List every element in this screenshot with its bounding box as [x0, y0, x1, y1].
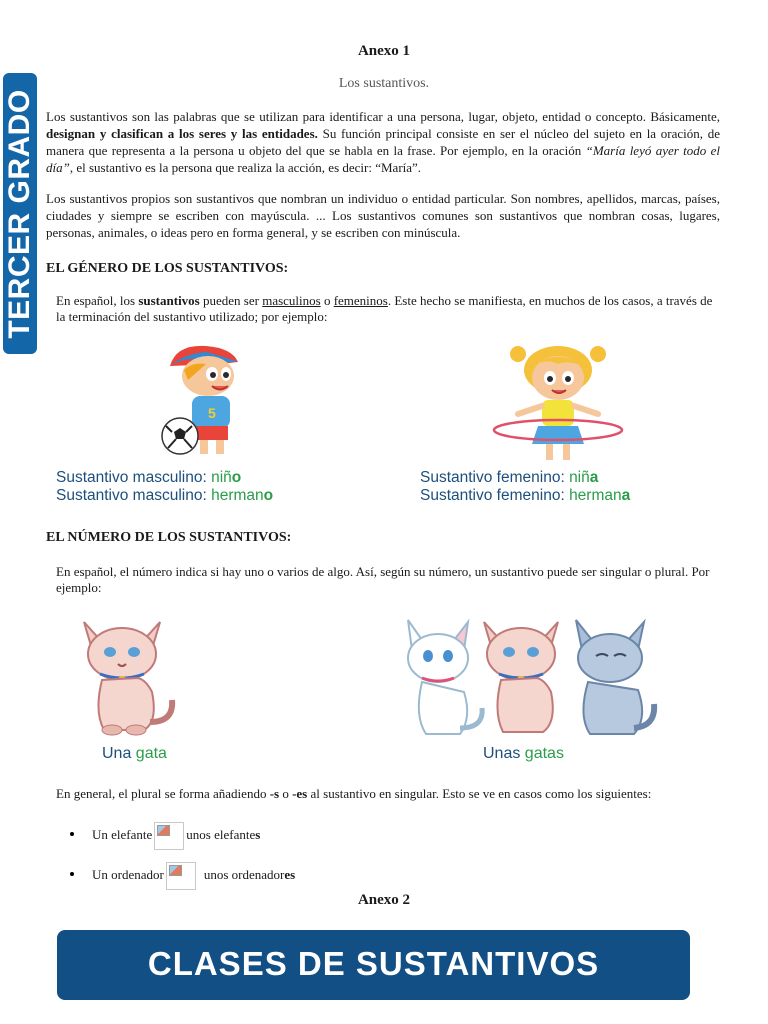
example-2-suffix: es — [284, 866, 296, 882]
intro-text-c: , el sustantivo es la persona que realiza la acción, es decir: “María”. — [69, 160, 422, 175]
numero-text: En español, el número indica si hay uno o varios de algo. Así, según su número, un sustantivo puede ser singular o plural. Por ejemplo: — [56, 564, 710, 595]
caption-f2-stem: herman — [569, 487, 622, 504]
gray-cat — [576, 620, 654, 734]
caption-sing-article: Una — [102, 745, 136, 762]
bullet-icon — [70, 832, 74, 836]
genero-t4: . Este hecho se manifiesta, en muchos de los casos, a través de la terminación del sustantivo utilizado; por ejemplo: — [56, 293, 713, 324]
caption-plur-noun: gatas — [524, 745, 564, 762]
plural-t1: En general, el plural se forma añadiendo — [56, 786, 270, 801]
list-item — [56, 822, 295, 862]
clases-banner — [57, 930, 690, 1000]
broken-image-icon — [154, 822, 184, 850]
anexo-2-title: Anexo 2 — [357, 892, 411, 908]
caption-plur-article: Unas — [483, 745, 525, 762]
intro-paragraph-1 — [46, 108, 720, 176]
caption-femenino-line-2 — [420, 487, 630, 505]
example-1-plural: unos elefante — [186, 826, 256, 842]
intro-text-a: Los sustantivos son las palabras que se utilizan para identificar a una persona, lugar, objeto, entidad o concepto. Básicamente, — [46, 109, 720, 124]
caption-m1-ending: o — [231, 469, 242, 486]
banner-title: CLASES DE SUSTANTIVOS — [147, 945, 600, 982]
plural-rule-text — [56, 786, 720, 802]
plural-suffix-s: -s — [269, 786, 280, 801]
anexo-1-title: Anexo 1 — [357, 43, 411, 59]
genero-t3: o — [320, 293, 334, 308]
intro-bold: designan y clasifican a los seres y las entidades. — [46, 126, 318, 141]
genero-text — [56, 293, 720, 325]
broken-image-icon — [166, 862, 196, 890]
grade-label: TERCER GRADO — [3, 88, 36, 339]
caption-sing-noun: gata — [135, 745, 167, 762]
numero-heading: EL NÚMERO DE LOS SUSTANTIVOS: — [46, 530, 292, 545]
genero-t2: pueden ser — [199, 293, 263, 308]
caption-femenino-line-1 — [420, 469, 630, 487]
genero-fem: femeninos — [333, 293, 388, 308]
caption-f1-ending: a — [589, 469, 599, 486]
example-1-singular: Un elefante — [92, 826, 153, 842]
caption-unas-gatas — [483, 745, 564, 763]
intro-example: “María leyó ayer todo el día” — [46, 143, 720, 175]
caption-m2-stem: herman — [211, 487, 264, 504]
grade-side-tab — [3, 73, 37, 354]
caption-femenino — [420, 469, 630, 505]
plural-t2: o — [279, 786, 293, 801]
caption-f1-label: Sustantivo femenino: — [420, 469, 570, 486]
caption-masculino-line-2 — [56, 487, 273, 505]
caption-masculino — [56, 469, 273, 505]
white-cat — [408, 620, 482, 734]
caption-una-gata — [102, 745, 167, 763]
caption-f2-ending: a — [621, 487, 631, 504]
genero-t1: En español, los — [56, 293, 139, 308]
plural-examples-list — [56, 822, 295, 902]
three-cats-illustration — [398, 612, 658, 742]
example-1-suffix: s — [255, 826, 261, 842]
plural-t3: al sustantivo en singular. Esto se ve en casos como los siguientes: — [307, 786, 652, 801]
example-2-singular: Un ordenador — [92, 866, 164, 882]
bullet-icon — [70, 872, 74, 876]
intro-paragraph-2: Los sustantivos propios son sustantivos que nombran un individuo o entidad particular. Son nombres, apellidos, marcas, países, ciudades y siempre se escriben con mayúscula. ... Los sustantivos comunes son sustantivos que nombran cosas, lugares, personas, animales, o ideas pero en forma general, y se escriben con minúscula. — [46, 191, 720, 240]
girl-illustration — [488, 340, 628, 465]
page-subtitle: Los sustantivos. — [338, 76, 430, 91]
boy-illustration — [158, 340, 248, 460]
genero-masc: masculinos — [262, 293, 321, 308]
genero-bold: sustantivos — [138, 293, 200, 308]
single-cat-illustration — [74, 612, 184, 742]
example-2-plural: unos ordenador — [203, 866, 285, 882]
intro-text-b: Su función principal consiste en ser el núcleo del sujeto en la oración, de manera que representa a la persona u objeto del que se habla en la frase. Por ejemplo, en la oración — [46, 126, 721, 158]
caption-f1-stem: niñ — [569, 469, 590, 486]
caption-m1-stem: niñ — [211, 469, 232, 486]
svg-text:5: 5 — [208, 405, 216, 421]
pink-cat — [484, 622, 558, 732]
caption-m2-label: Sustantivo masculino: — [56, 487, 212, 504]
caption-m2-ending: o — [263, 487, 274, 504]
genero-heading: EL GÉNERO DE LOS SUSTANTIVOS: — [46, 261, 289, 276]
caption-masculino-line-1 — [56, 469, 273, 487]
plural-suffix-es: -es — [292, 786, 308, 801]
caption-f2-label: Sustantivo femenino: — [420, 487, 570, 504]
caption-m1-label: Sustantivo masculino: — [56, 469, 212, 486]
